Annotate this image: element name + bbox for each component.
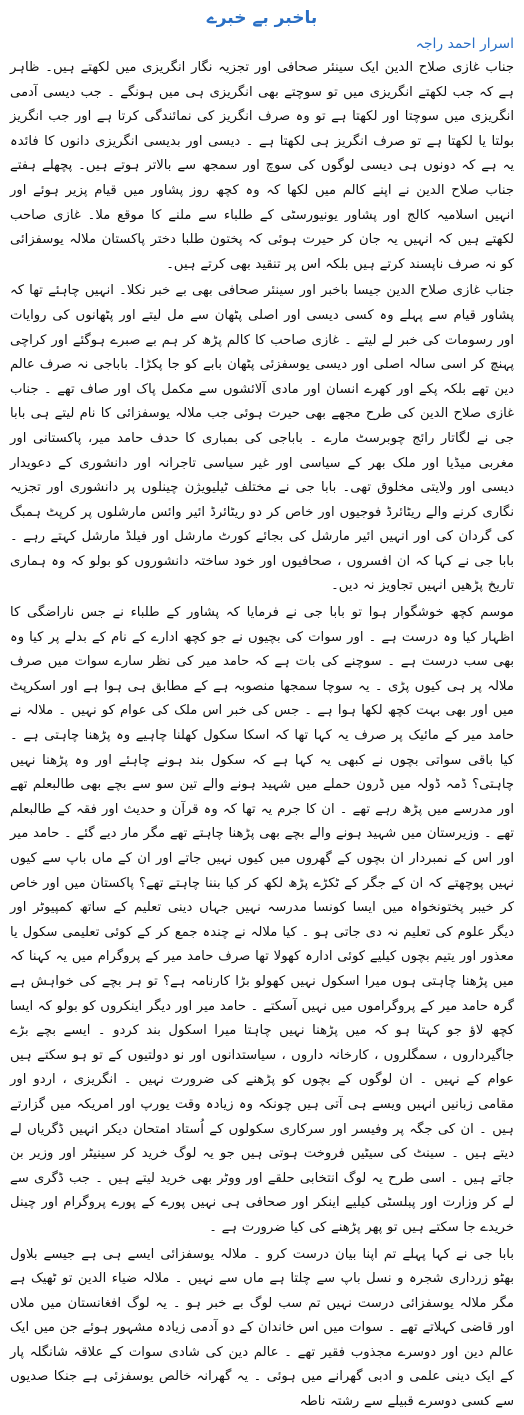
paragraph-3: موسم کچھ خوشگوار ہوا تو بابا جی نے فرمایا کہ پشاور کے طلباء نے جس ناراضگی کا اظہار کیا وہ درست ہے ۔ اور سوات کی بچیوں نے جو کچھ ادارے کے نام کے بدلے پر کیا وہ بھی سب درست ہے ۔ سوچنے کی بات ہے کہ حامد میر کی نظر سارے سوات میں صرف ملالہ پر ہی کیوں پڑی ۔ یہ سوچا سمجھا منصوبہ ہے کے مطابق ہی ہوا ہے اور اسکرپٹ میں اور بھی بہت کچھ لکھا ہوا ہے ۔ جس کی خبر اس ملک کی عوام کو نہیں ۔ ملالہ نے حامد میر کے مائیک پر صرف یہ کہا تھا کہ اسکا سکول کھلنا چاہیے وہ پڑھنا چاہتی ہے ۔ کیا باقی سواتی بچوں نے کبھی یہ کہا ہے کہ سکول بند ہونے چاہئے اور وہ پڑھنا نہیں چاہتی؟ ڈمہ ڈولہ میں ڈرون حملے میں شہید ہونے والے تین سو سے بچے بھی طالبعلم تھے اور مدرسے میں پڑھ رہے تھے ۔ ان کا جرم یہ تھا کہ وہ قرآن و حدیث اور فقہ کے طالبعلم تھے ۔ وزیرستان میں شہید ہونے والے بچے بھی پڑھنا چاہتے تھے مگر مار دیے گئے ۔ حامد میر اور اس کے نمبردار ان بچوں کے گھروں میں کیوں نہیں جاتے اور ان کے ماں باپ سے کیوں نہیں پوچھتے کہ ان کے جگر کے ٹکڑے پڑھ لکھ کر کیا بننا چاہتے تھے؟ پاکستان میں اور خاص کر خیبر پختونخواہ میں ایسا کونسا مدرسہ نہیں جہاں دینی تعلیم کے ساتھ کمپیوٹر اور دیگر علوم کی تعلیم نہ دی جاتی ہو ۔ کیا ملالہ نے چندہ جمع کر کے کوئی تعلیمی سکول یا معذور اور یتیم بچوں کیلیے کوئی ادارہ کھولا تھا صرف حامد میر کے پروگرام میں یہ کہنا کہ میں پڑھنا چاہتی ہوں میرا اسکول نہیں کھولو بڑا کارنامہ ہے؟ تو ہر بچے کی خواہش ہے گرہ حامد میر کے پروگراموں میں نہیں آسکتے ۔ حامد میر اور دیگر اینکروں کو بولو کہ ایسا کچھ لاؤ جو کہتا ہو کہ میں پڑھنا نہیں چاہتا میرا اسکول بند کردو ۔ ایسے بچے بڑے جاگیرداروں ، سمگلروں ، کارخانہ داروں ، سیاستدانوں اور نو دولتیوں کے تو ہو سکتے ہیں عوام کے نہیں ۔ ان لوگوں کے بچوں کو پڑھنے کی ضرورت نہیں ۔ انگریزی ، اردو اور مقامی زبانیں انہیں ویسے ہی آتی ہیں چونکہ وہ زیادہ وقت یورپ اور امریکہ میں گزارتے ہیں ۔ ان کی جگہ پر وفیسر اور سرکاری سکولوں کے اُستاد امتحان دیکر انہیں ڈگریاں لے دیتے ہیں ۔ سینٹ کی سیٹیں فروخت ہوتی ہیں جو یہ لوگ خرید کر سینیٹر اور وزیر بن جاتے ہیں ۔ اسی طرح یہ لوگ انتخابی حلقے اور ووٹر بھی خرید لیتے ہیں ۔ جب ڈگری سے لے کر وزارت اور پبلسٹی کیلیے اینکر اور صحافی ہی نہیں پورے کے پورے پروگرام اور چینل خریدے جا سکتے ہیں تو پھر پڑھنے کی کیا ضرورت ہے ۔ — [10, 605, 514, 1235]
author-name: اسرار احمد راجہ — [415, 36, 514, 52]
paragraph-1: جناب غازی صلاح الدین ایک سینئر صحافی اور تجزیہ نگار انگریزی میں لکھتے ہیں۔ ظاہر ہے کہ جب لکھتے انگریزی میں تو سوچتے بھی انگریزی ہی میں ہونگے ۔ جب دیسی آدمی انگریزی میں سوچتا اور لکھتا ہے تو وہ صرف انگریز کی نمائندگی کرتا ہے اور جب انگریز بولتا یا لکھتا ہے تو صرف انگریز ہی لکھتا ہے ۔ دیسی اور بدیسی انگریزی دانوں کا فائدہ یہ ہے کہ دونوں ہی دیسی لوگوں کی سوچ اور سمجھ سے بالاتر ہوتے ہیں۔ پچھلے ہفتے جناب صلاح الدین نے اپنے کالم میں لکھا کہ وہ کچھ روز پشاور میں قیام پزیر ہوئے اور انہیں اسلامیہ کالج اور پشاور یونیورسٹی کے طلباء سے ملنے کا موقع ملا۔ غازی صاحب لکھتے ہیں کہ انہیں یہ جان کر حیرت ہوئی کہ پختون طلبا دختر پاکستان ملالہ یوسفزائی کو نہ صرف ناپسند کرتے ہیں بلکہ اس پر تنقید بھی کرتے ہیں۔ — [10, 60, 514, 272]
paragraph-2: جناب غازی صلاح الدین جیسا باخبر اور سینئر صحافی بھی بے خبر نکلا۔ انہیں چاہئے تھا کہ پشاور قیام سے پہلے وہ کسی دیسی اور اصلی پٹھان سے مل لیتے اور پٹھانوں کی روایات اور رسومات کی خبر لے لیتے ۔ غازی صاحب کا کالم پڑھ کر ہم بے صبرے ہوگئے اور کراچی پہنچ کر اسی سالہ اصلی اور دیسی یوسفزئی پٹھان بابے کو جا پکڑا۔ باباجی نہ صرف عالم دین تھے بلکہ پکے اور کھرے انسان اور مادی آلائشوں سے مکمل پاک اور صاف تھے ۔ جناب غازی صلاح الدین کی طرح مجھے بھی حیرت ہوئی جب ملالہ یوسفزائی کا نام لیتے ہی بابا جی نے لگاتار رائج چوبرسٹ مارے ۔ باباجی کی بمباری کا حدف حامد میر، پاکستانی اور مغربی میڈیا اور ملک بھر کے سیاسی اور غیر سیاسی تاجرانہ اور دانشوری کے دعویدار دیسی اور ولایتی مخلوق تھی۔ بابا جی نے مختلف ٹیلیویژن چینلوں پر دانشوری اور تجزیہ نگاری کرنے والے ریٹائرڈ فوجیوں اور خاص کر دو ریٹائرڈ ائیر وائس مارشلوں پر کرپٹ ہمبگ کی گردان کی اور انہیں ائیر مارشل کی بجائے کورٹ مارشل اور فیلڈ مارشل کہتے رہے ۔ بابا جی نے کہا کہ ان افسروں ، صحافیوں اور خود ساختہ دانشوروں کو بولو کہ وہ ہماری تاریخ پڑھیں انہیں تجاویز نہ دیں۔ — [10, 283, 514, 594]
article-title: باخبر بے خبرے — [206, 8, 318, 28]
paragraph-4: بابا جی نے کہا پہلے تم اپنا بیان درست کرو ۔ ملالہ یوسفزائی ایسے ہی ہے جیسے بلاول بھٹو زرداری شجرہ و نسل باپ سے چلتا ہے ماں سے نہیں ۔ ملالہ ضیاء الدین تو ٹھیک ہے مگر ملالہ یوسفزائی درست نہیں تم سب لوگ بے خبر ہو ۔ یہ لوگ افغانستان میں ملاں اور قاضی کہلاتے تھے ۔ سوات میں اس خاندان کے دو آدمی زیادہ مشہور ہوئے جن میں ایک عالم دین اور دوسرے مجذوب فقیر تھے ۔ عالم دین کی شادی سوات کے علاقہ شانگلہ پار کے ایک دینی علمی و ادبی گھرانے میں ہوئی ۔ یہ گھرانہ خالص یوسفزئی ہے جنکا صدیوں سے کسی دوسرے قبیلے سے رشتہ ناطہ — [10, 1246, 514, 1410]
